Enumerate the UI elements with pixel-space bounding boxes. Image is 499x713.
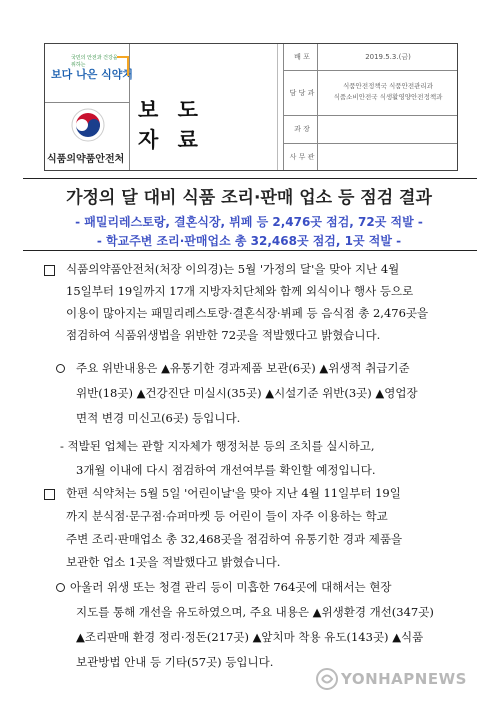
meta-label-director: 과 장: [294, 125, 310, 133]
square-bullet-icon: [44, 265, 55, 276]
paragraph-1-sub-line-3: 면적 변경 미신고(6곳) 등입니다.: [76, 411, 241, 425]
subheadline-2: - 학교주변 조리·판매업소 총 32,468곳 점검, 1곳 적발 -: [96, 234, 402, 248]
paragraph-1-line-1: 식품의약품안전처(처장 이의경)는 5월 '가정의 달'을 맞아 지난 4월: [66, 262, 400, 276]
meta-label-officer: 사 무 관: [289, 153, 315, 161]
square-bullet-icon: [44, 489, 55, 500]
paragraph-2-sub-line-1: 아울러 위생 또는 청결 관리 등이 미흡한 764곳에 대해서는 현장: [70, 580, 392, 594]
paragraph-2-line-1: 한편 식약처는 5월 5일 '어린이날'을 맞아 지난 4월 11일부터 19일: [66, 486, 401, 500]
brand-slogan: 보다 나은 식약처: [51, 68, 134, 81]
title-rule-bottom: [23, 250, 477, 251]
subheadline-1: - 패밀리레스토랑, 결혼식장, 뷔페 등 2,476곳 점검, 72곳 적발 -: [75, 215, 423, 229]
brand-tagline: 국민의 안전과 건강을 위하는: [71, 55, 118, 68]
paragraph-1-dash-line-1: - 적발된 업체는 관할 지자체가 행정처분 등의 조치를 실시하고,: [60, 439, 375, 453]
paragraph-2-line-3: 주변 조리·판매업소 총 32,468곳을 점검하여 유통기한 경과 제품을: [66, 532, 403, 546]
paragraph-1-line-2: 15일부터 19일까지 17개 지방자치단체와 함께 외식이나 행사 등으로: [66, 284, 414, 298]
paragraph-2-sub-line-2: 지도를 통해 개선을 유도하였으며, 주요 내용은 ▲위생환경 개선(347곳): [76, 605, 434, 619]
paragraph-2-sub-line-3: ▲조리판매 환경 정리·정돈(217곳) ▲앞치마 착용 유도(143곳) ▲식품: [76, 630, 424, 644]
yonhap-logo-icon: [316, 668, 338, 690]
brand-bracket-icon: [117, 56, 129, 76]
circle-bullet-icon: [56, 583, 65, 592]
meta-label-department: 담 당 과: [289, 89, 315, 97]
paragraph-2-line-4: 보관한 업소 1곳을 적발했다고 밝혔습니다.: [66, 555, 281, 569]
watermark-text: YONHAPNEWS: [341, 670, 467, 688]
meta-label-distribution: 배 포: [294, 53, 310, 61]
paragraph-1-line-4: 점검하여 식품위생법을 위반한 72곳을 적발했다고 밝혔습니다.: [66, 328, 381, 342]
paragraph-2-sub-line-4: 보관방법 안내 등 기타(57곳) 등입니다.: [76, 655, 274, 669]
paragraph-2-line-2: 까지 분식점·문구점·슈퍼마켓 등 어린이 들이 자주 이용하는 학교: [66, 509, 388, 523]
meta-value-department: 식품안전정책국 식품안전관리과 식품소비안전국 식생활영양안전정책과: [333, 82, 443, 101]
title-rule-top: [23, 178, 477, 179]
circle-bullet-icon: [56, 364, 65, 373]
meta-value-distribution: 2019.5.3.(금): [365, 53, 411, 61]
paragraph-1-line-3: 이용이 많아지는 패밀리레스토랑·결혼식장·뷔페 등 음식점 총 2,476곳을: [66, 306, 429, 320]
agency-name: 식품의약품안전처: [47, 154, 125, 165]
paragraph-1-sub-line-1: 주요 위반내용은 ▲유통기한 경과제품 보관(6곳) ▲위생적 취급기준: [76, 361, 410, 375]
paragraph-1-sub-line-2: 위반(18곳) ▲건강진단 미실시(35곳) ▲시설기준 위반(3곳) ▲영업장: [76, 386, 418, 400]
paragraph-1-dash-line-2: 3개월 이내에 다시 점검하여 개선여부를 확인할 예정입니다.: [76, 463, 376, 477]
taegeuk-emblem-icon: [71, 108, 105, 142]
headline: 가정의 달 대비 식품 조리·판매 업소 등 점검 결과: [66, 188, 432, 208]
title-block: [18, 183, 480, 249]
header-box: [44, 43, 458, 171]
press-release-title: 보 도 자 료: [138, 98, 204, 152]
